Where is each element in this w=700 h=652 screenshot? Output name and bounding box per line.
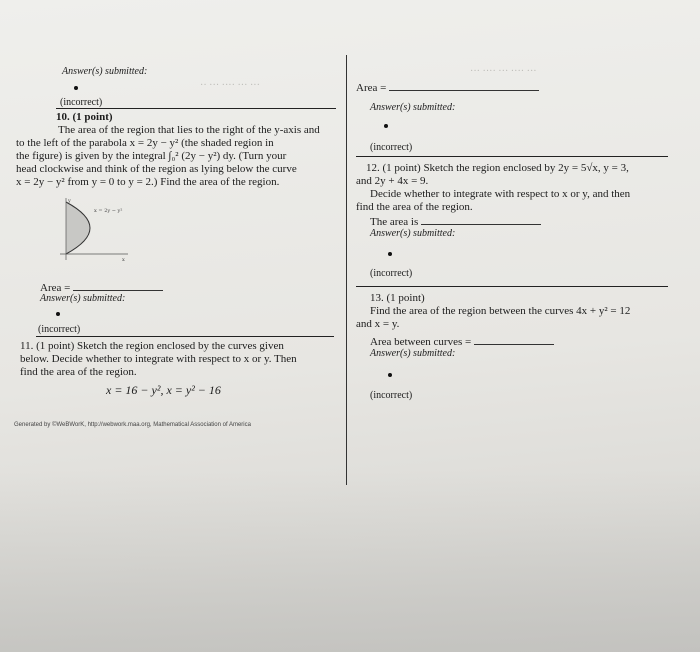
problem-text-line: Find the area of the region between the curves 4x + y² = 12 — [370, 305, 631, 317]
separator-rule — [36, 336, 334, 337]
area-answer-row — [356, 80, 539, 95]
separator-rule — [56, 108, 336, 109]
problem-text-line: and x = y. — [356, 318, 400, 330]
result-status: (incorrect) — [60, 97, 103, 108]
page-footer: Generated by ©WeBWorK, http://webwork.maa.org, Mathematical Association of America — [14, 422, 251, 428]
problem-text-line: head clockwise and think of the region as lying below the curve — [16, 163, 297, 175]
answer-bullet — [388, 373, 392, 377]
answers-submitted-label: Answer(s) submitted: — [62, 66, 148, 77]
problem-text-line: below. Decide whether to integrate with respect to x or y. Then — [20, 353, 297, 365]
problem-heading: 10. (1 point) — [56, 111, 113, 123]
problem-equation: x = 16 − y², x = y² − 16 — [106, 383, 221, 397]
area-answer-blank[interactable] — [421, 214, 541, 225]
problem-text-line: 11. (1 point) Sketch the region enclosed by the curves given — [20, 340, 284, 352]
problem-text-line: The area of the region that lies to the right of the y-axis and — [58, 124, 320, 136]
problem-text-line: x = 2y − y² from y = 0 to y = 2.) Find the area of the region. — [16, 176, 280, 188]
problem-text-line: Decide whether to integrate with respect to x or y, and then — [370, 188, 631, 200]
y-axis-label: y — [68, 198, 71, 204]
area-answer-blank[interactable] — [389, 80, 539, 91]
parabola-figure — [56, 196, 136, 264]
area-answer-blank[interactable] — [73, 280, 163, 291]
problem-text-line: the figure) is given by the integral ∫₀² (2y − y²) dy. (Turn your — [16, 150, 287, 162]
page-shadow — [0, 470, 700, 652]
answer-bullet — [74, 86, 78, 90]
result-status: (incorrect) — [370, 142, 413, 153]
answers-submitted-label: Answer(s) submitted: — [370, 228, 456, 239]
problem-text-line: and 2y + 4x = 9. — [356, 175, 429, 187]
result-status: (incorrect) — [38, 324, 81, 335]
column-divider — [346, 55, 347, 485]
area-is-label: The area is — [370, 216, 419, 228]
problem-heading: 13. (1 point) — [370, 292, 425, 304]
area-answer-row — [370, 334, 554, 349]
problem-text-line: to the left of the parabola x = 2y − y² (the shaded region in — [16, 137, 274, 149]
separator-rule — [356, 156, 668, 157]
answer-bullet — [388, 252, 392, 256]
answers-submitted-label: Answer(s) submitted: — [370, 102, 456, 113]
problem-text-line: 12. (1 point) Sketch the region enclosed by 2y = 5√x, y = 3, — [366, 162, 629, 174]
answers-submitted-label: Answer(s) submitted: — [40, 293, 126, 304]
area-answer-blank[interactable] — [474, 334, 554, 345]
area-answer-row — [370, 214, 541, 229]
x-axis-label: x — [122, 257, 125, 263]
answer-bullet — [384, 124, 388, 128]
problem-text-line: find the area of the region. — [20, 366, 137, 378]
area-between-label: Area between curves = — [370, 336, 472, 348]
bleed-through-text: ··· ···· ··· ···· ··· — [470, 66, 537, 77]
area-label: Area = — [356, 82, 387, 94]
answer-bullet — [56, 312, 60, 316]
separator-rule — [356, 286, 668, 287]
curve-label: x = 2y − y² — [94, 208, 123, 214]
result-status: (incorrect) — [370, 390, 413, 401]
result-status: (incorrect) — [370, 268, 413, 279]
answers-submitted-label: Answer(s) submitted: — [370, 348, 456, 359]
area-label: Area = — [40, 282, 71, 294]
bleed-through-text: ·· ··· ···· ··· ··· — [200, 80, 260, 91]
problem-text-line: find the area of the region. — [356, 201, 473, 213]
